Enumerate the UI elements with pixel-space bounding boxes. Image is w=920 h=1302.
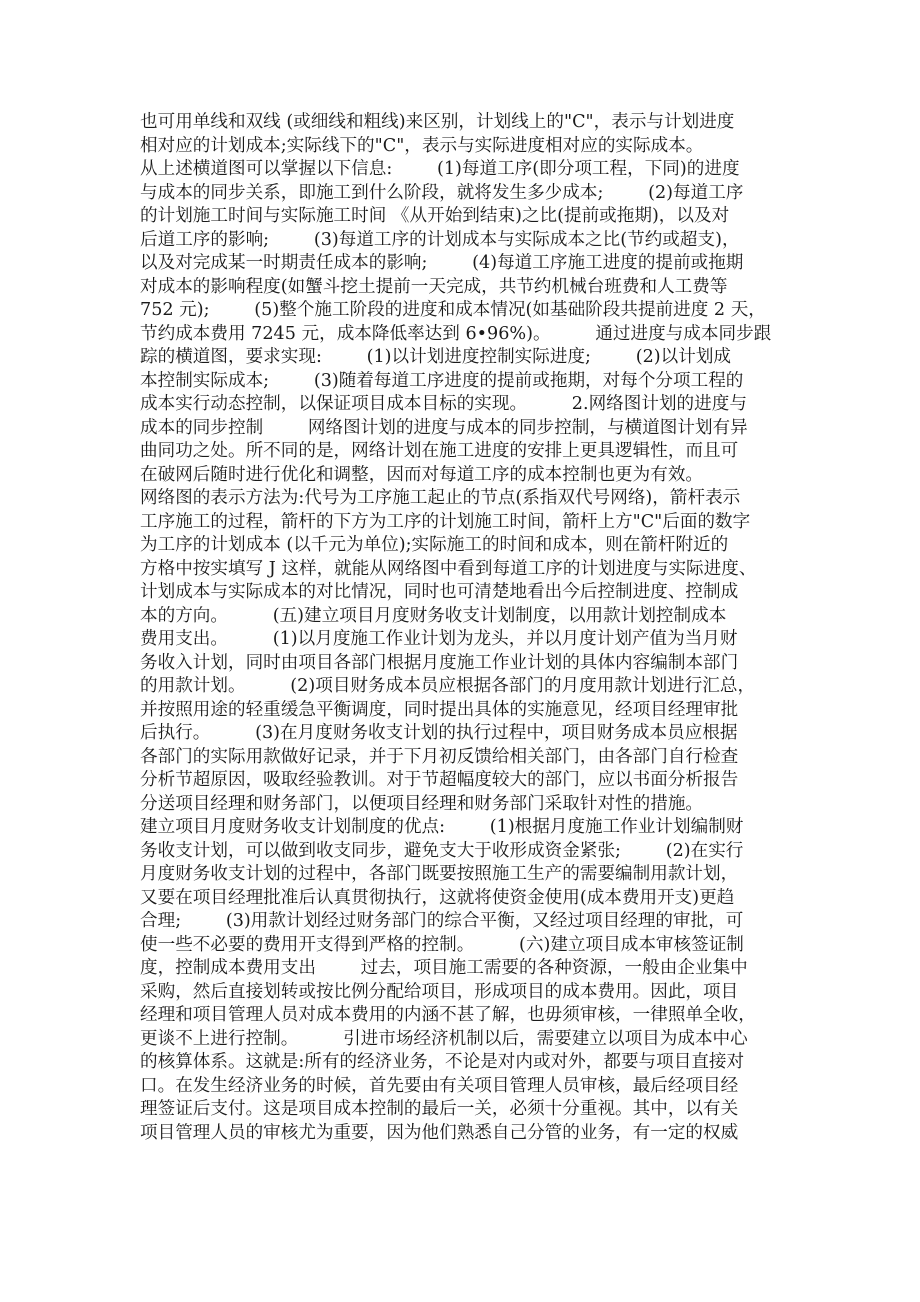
- text-line-03: 从上述横道图可以掌握以下信息: (1)每道工序(即分项工程，下同)的进度: [140, 159, 740, 179]
- text-line-14: 成本的同步控制 网络图计划的进度与成本的同步控制，与横道图计划有异: [140, 417, 748, 438]
- text-line-05: 的计划施工时间与实际施工时间 《从开始到结束)之比(提前或拖期)，以及对: [140, 206, 730, 226]
- text-line-25: 的用款计划。 (2)项目财务成本员应根据各部门的月度用款计划进行汇总，: [140, 676, 756, 696]
- text-line-21: 计划成本与实际成本的对比情况，同时也可清楚地看出今后控制进度、控制成: [140, 582, 739, 602]
- text-line-07: 以及对完成某一时期责任成本的影响; (4)每道工序施工进度的提前或拖期: [140, 253, 744, 273]
- text-line-33: 月度财务收支计划的过程中，各部门既要按照施工生产的需要编制用款计划，: [140, 864, 739, 884]
- text-line-29: 分析节超原因，吸取经验教训。对于节超幅度较大的部门，应以书面分析报告: [140, 770, 739, 790]
- text-line-37: 度，控制成本费用支出 过去，项目施工需要的各种资源，一般由企业集中: [140, 958, 748, 978]
- text-line-13: 成本实行动态控制，以保证项目成本目标的实现。 2.网络图计划的进度与: [140, 394, 747, 414]
- text-line-17: 网络图的表示方法为:代号为工序施工起止的节点(系指双代号网络)，箭杆表示: [140, 488, 741, 508]
- text-line-32: 务收支计划，可以做到收支同步，避免支大于收形成资金紧张; (2)在实行: [140, 840, 744, 861]
- text-line-01: 也可用单线和双线 (或细线和粗线)来区别，计划线上的"C"，表示与计划进度: [140, 112, 735, 132]
- text-line-20: 方格中按实填写 J 这样，就能从网络图中看到每道工序的计划进度与实际进度、: [140, 558, 757, 579]
- text-line-18: 工序施工的过程，箭杆的下方为工序的计划施工时间，箭杆上方"C"后面的数字: [140, 511, 751, 532]
- text-line-06: 后道工序的影响; (3)每道工序的计划成本与实际成本之比(节约或超支)，: [140, 229, 740, 250]
- text-line-02: 相对应的计划成本;实际线下的"C"，表示与实际进度相对应的实际成本。: [140, 135, 704, 156]
- text-line-19: 为工序的计划成本 (以千元为单位);实际施工的时间和成本，则在箭杆附近的: [140, 535, 729, 555]
- text-line-26: 并按照用途的轻重缓急平衡调度，同时提出具体的实施意见，经项目经理审批: [140, 699, 739, 720]
- text-line-11: 踪的横道图，要求实现: (1)以计划进度控制实际进度; (2)以计划成: [140, 347, 732, 367]
- text-line-09: 752 元); (5)整个施工阶段的进度和成本情况(如基础阶段共提前进度 2 天，: [140, 300, 766, 320]
- text-line-08: 对成本的影响程度(如蟹斗挖土提前一天完成，共节约机械台班费和人工费等: [140, 276, 728, 297]
- text-line-04: 与成本的同步关系，即施工到什么阶段，就将发生多少成本; (2)每道工序: [140, 182, 744, 203]
- text-line-41: 的核算体系。这就是:所有的经济业务，不论是对内或对外，都要与项目直接对: [140, 1052, 745, 1072]
- text-line-22: 本的方向。 (五)建立项目月度财务收支计划制度，以用款计划控制成本: [140, 605, 727, 626]
- text-line-27: 后执行。 (3)在月度财务收支计划的执行过程中，项目财务成本员应根据: [140, 723, 738, 743]
- text-line-36: 使一些不必要的费用开支得到严格的控制。 (六)建立项目成本审核签证制: [140, 934, 744, 955]
- text-line-28: 各部门的实际用款做好记录，并于下月初反馈给相关部门，由各部门自行检查: [140, 746, 739, 767]
- text-line-16: 在破网后随时进行优化和调整，因而对每道工序的成本控制也更为有效。: [140, 464, 704, 485]
- text-line-30: 分送项目经理和财务部门，以便项目经理和财务部门采取针对性的措施。: [140, 793, 704, 814]
- text-line-35: 合理; (3)用款计划经过财务部门的综合平衡，又经过项目经理的审批，可: [140, 911, 744, 931]
- text-line-12: 本控制实际成本; (3)随着每道工序进度的提前或拖期，对每个分项工程的: [140, 370, 744, 391]
- text-line-10: 节约成本费用 7245 元，成本降低率达到 6•96%)。 通过进度与成本同步跟: [140, 323, 772, 344]
- text-line-40: 更谈不上进行控制。 引进市场经济机制以后，需要建立以项目为成本中心: [140, 1028, 748, 1049]
- text-line-38: 采购，然后直接划转或按比例分配给项目，形成项目的成本费用。因此，项目: [140, 981, 739, 1002]
- text-line-42: 口。在发生经济业务的时候，首先要由有关项目管理人员审核，最后经项目经: [140, 1075, 739, 1096]
- text-line-34: 又要在项目经理批准后认真贯彻执行，这就将使资金使用(成本费用开支)更趋: [140, 887, 735, 908]
- text-line-43: 理签证后支付。这是项目成本控制的最后一关，必须十分重视。其中，以有关: [140, 1099, 739, 1119]
- text-line-24: 务收入计划，同时由项目各部门根据月度施工作业计划的具体内容编制本部门: [140, 652, 739, 673]
- text-line-23: 费用支出。 (1)以月度施工作业计划为龙头，并以月度计划产值为当月财: [140, 629, 738, 649]
- text-line-39: 经理和项目管理人员对成本费用的内涵不甚了解，也毋须审核，一律照单全收，: [140, 1005, 756, 1025]
- body-text: [140, 111, 800, 1145]
- text-line-44: 项目管理人员的审核尤为重要，因为他们熟悉自己分管的业务，有一定的权威: [140, 1122, 739, 1143]
- text-line-31: 建立项目月度财务收支计划制度的优点: (1)根据月度施工作业计划编制财: [140, 817, 744, 837]
- text-line-15: 曲同功之处。所不同的是，网络计划在施工进度的安排上更具逻辑性，而且可: [140, 441, 739, 461]
